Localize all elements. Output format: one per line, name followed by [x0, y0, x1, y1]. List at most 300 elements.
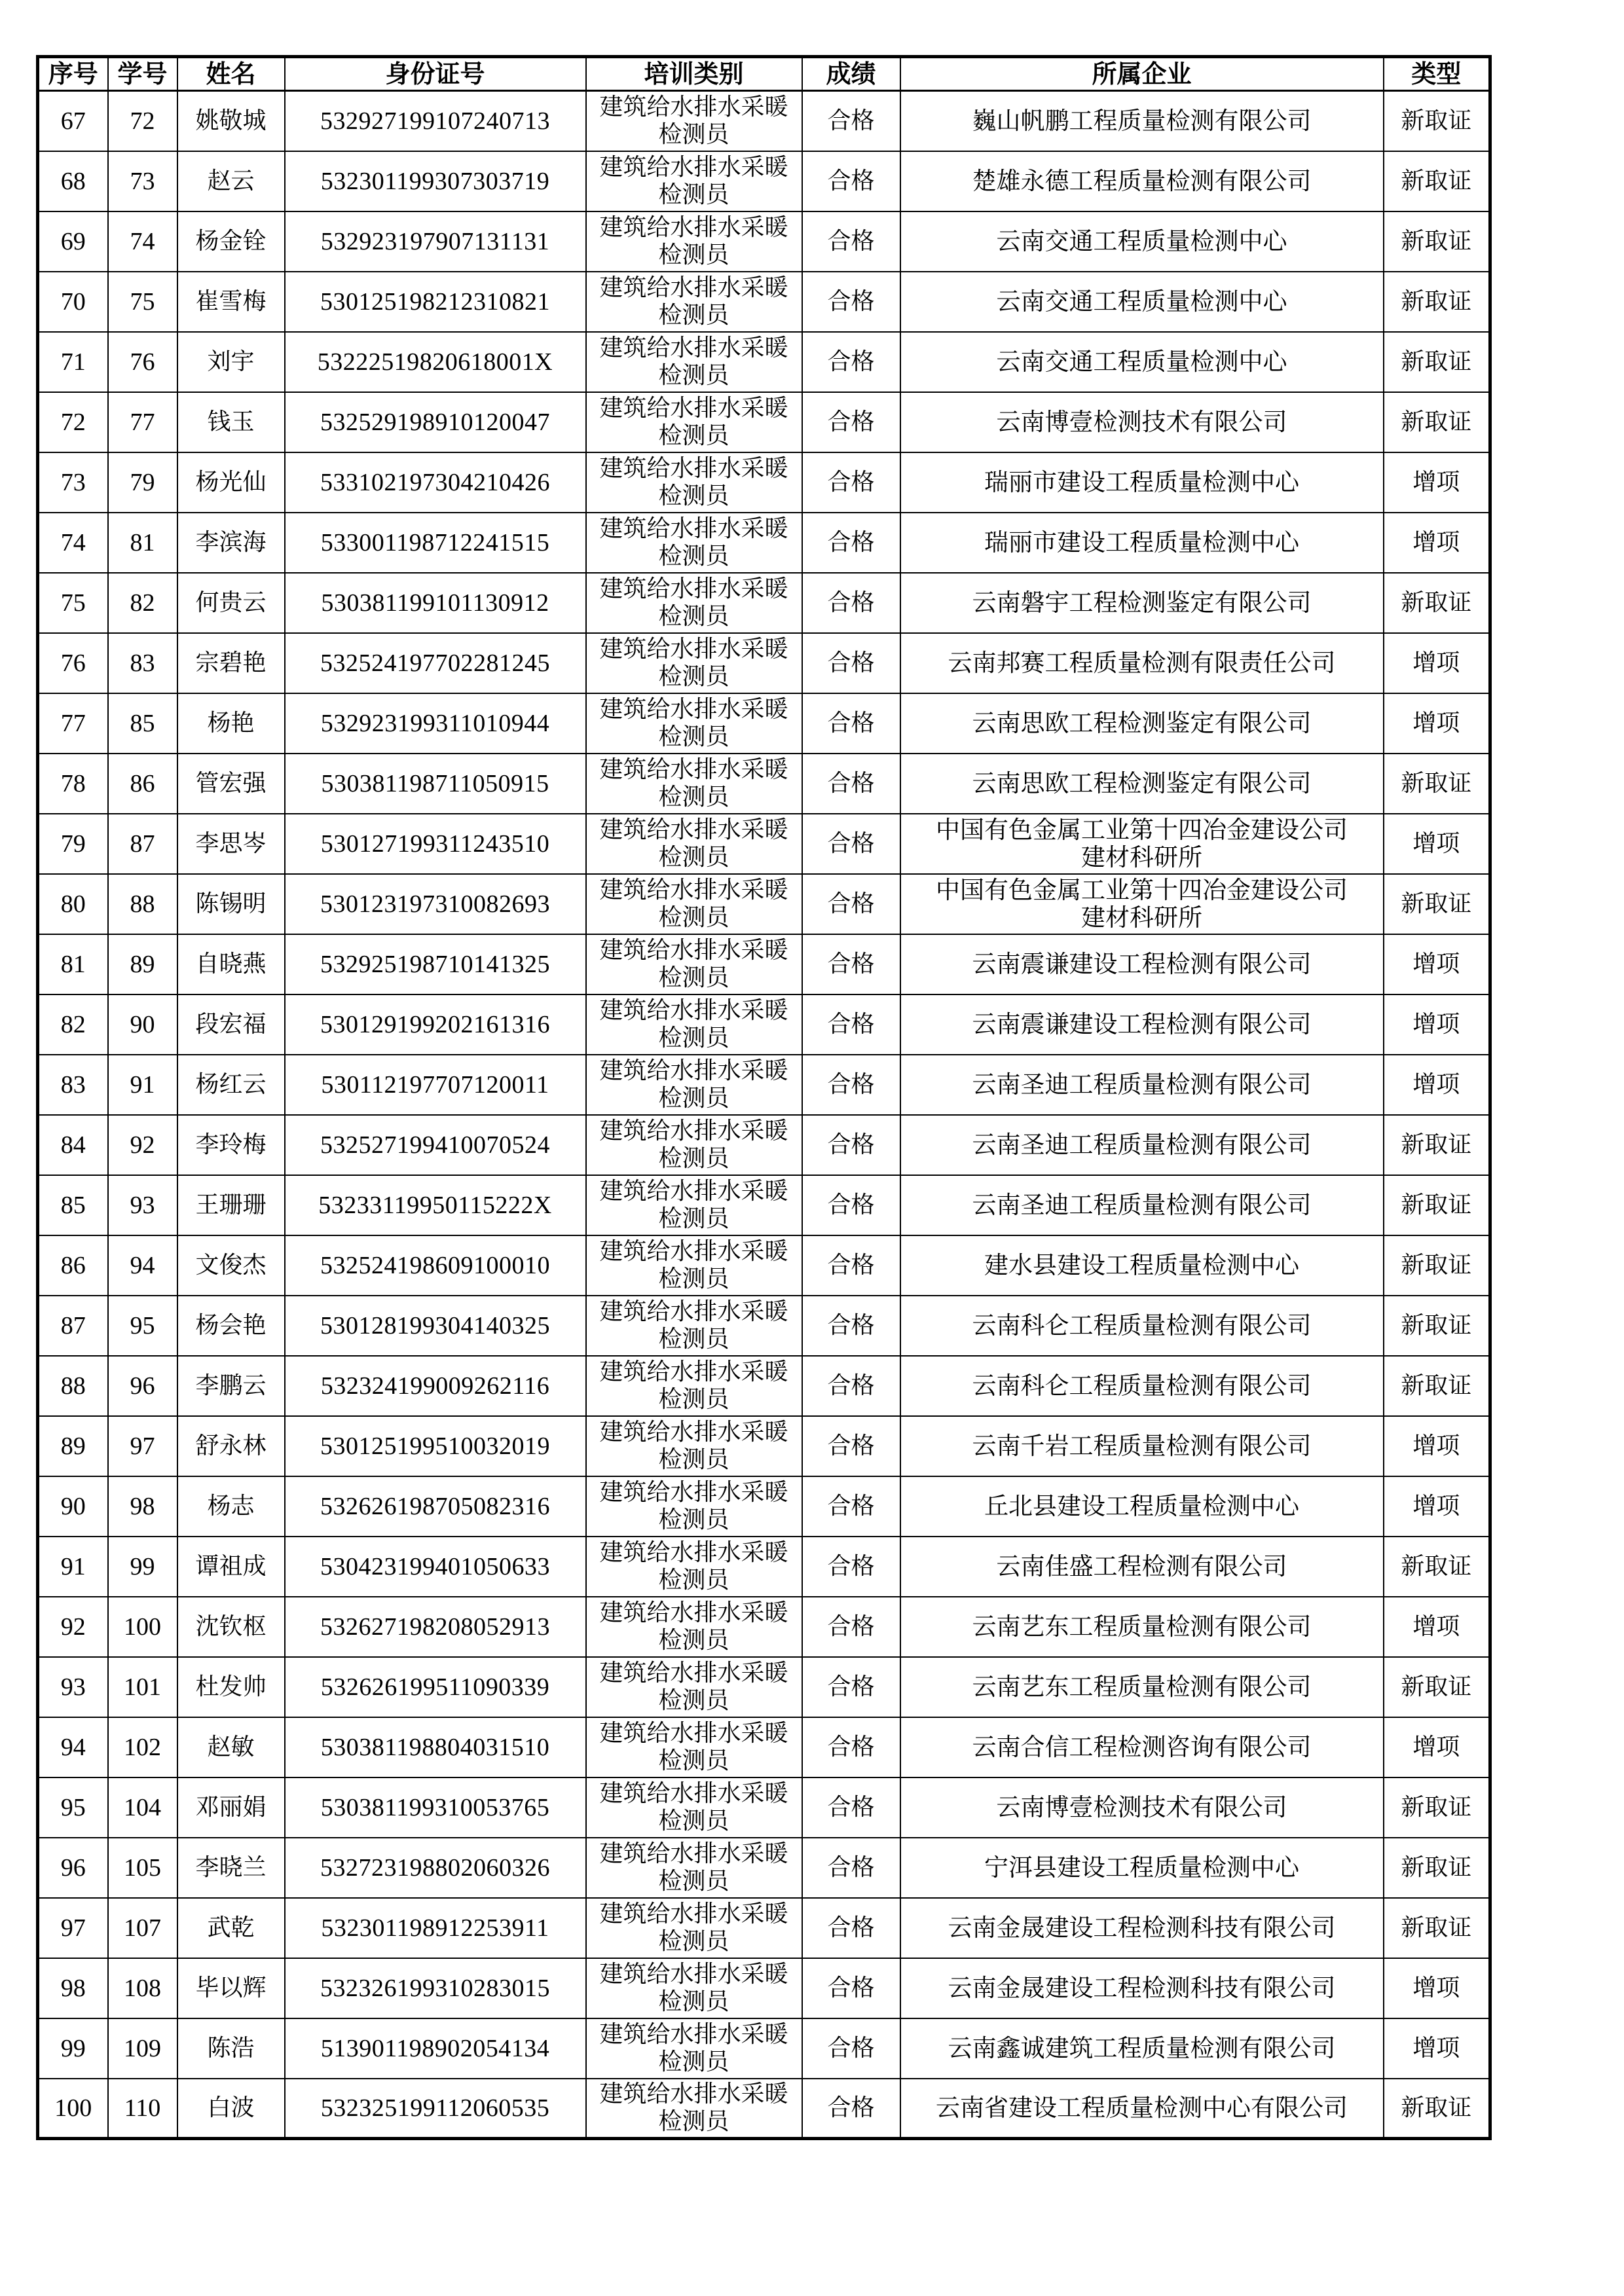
cell-student-no: 101	[108, 1657, 177, 1717]
company-line: 云南邦赛工程质量检测有限责任公司	[948, 648, 1336, 677]
cell-student-no: 88	[108, 874, 177, 934]
table-row	[38, 1235, 1490, 1296]
table-row	[38, 1356, 1490, 1416]
company-line: 巍山帆鹏工程质量检测有限公司	[972, 106, 1312, 135]
table-row	[38, 1898, 1490, 1958]
company-line: 云南博壹检测技术有限公司	[996, 407, 1287, 436]
company-line: 中国有色金属工业第十四冶金建设公司	[936, 875, 1348, 904]
cell-score: 合格	[802, 452, 900, 513]
cell-seq: 77	[38, 693, 108, 754]
table-row	[38, 1537, 1490, 1597]
cell-type: 新取证	[1384, 91, 1490, 151]
cell-student-no: 79	[108, 452, 177, 513]
cell-training-category: 建筑给水排水采暖检测员	[586, 1838, 802, 1898]
cell-type: 增项	[1384, 994, 1490, 1055]
table-row	[38, 1958, 1490, 2018]
cell-name: 宗碧艳	[177, 633, 285, 693]
table-row	[38, 392, 1490, 452]
cell-student-no: 73	[108, 151, 177, 211]
cell-seq: 88	[38, 1356, 108, 1416]
cell-training-category: 建筑给水排水采暖检测员	[586, 1296, 802, 1356]
table-row	[38, 934, 1490, 994]
table-row	[38, 1717, 1490, 1777]
cell-name: 段宏福	[177, 994, 285, 1055]
cell-company	[900, 1597, 1384, 1657]
table-row	[38, 633, 1490, 693]
cell-score: 合格	[802, 1296, 900, 1356]
company-line: 云南科仑工程质量检测有限公司	[972, 1311, 1312, 1339]
company-line: 宁洱县建设工程质量检测中心	[984, 1853, 1299, 1882]
cell-type: 新取证	[1384, 1356, 1490, 1416]
cell-name: 杨光仙	[177, 452, 285, 513]
company-line: 云南千岩工程质量检测有限公司	[972, 1431, 1312, 1460]
cell-id-number: 532529198910120047	[285, 392, 586, 452]
cell-name: 李思岑	[177, 814, 285, 874]
cell-type: 增项	[1384, 1055, 1490, 1115]
cell-name: 沈钦枢	[177, 1597, 285, 1657]
cell-type: 新取证	[1384, 151, 1490, 211]
cell-seq: 98	[38, 1958, 108, 2018]
cell-id-number: 530423199401050633	[285, 1537, 586, 1597]
cell-seq: 100	[38, 2079, 108, 2139]
cell-id-number: 530381199310053765	[285, 1777, 586, 1838]
cell-training-category: 建筑给水排水采暖检测员	[586, 452, 802, 513]
cell-training-category: 建筑给水排水采暖检测员	[586, 2079, 802, 2139]
cell-training-category: 建筑给水排水采暖检测员	[586, 1356, 802, 1416]
cell-company	[900, 874, 1384, 934]
cell-score: 合格	[802, 1838, 900, 1898]
cell-score: 合格	[802, 1476, 900, 1537]
company-line: 丘北县建设工程质量检测中心	[984, 1491, 1299, 1520]
cell-id-number: 53233119950115222X	[285, 1175, 586, 1235]
cell-student-no: 105	[108, 1838, 177, 1898]
cell-training-category: 建筑给水排水采暖检测员	[586, 513, 802, 573]
cell-company	[900, 1838, 1384, 1898]
company-line: 云南交通工程质量检测中心	[996, 227, 1287, 255]
cell-id-number: 532923199311010944	[285, 693, 586, 754]
cell-company	[900, 754, 1384, 814]
cell-type: 增项	[1384, 2018, 1490, 2079]
cell-seq: 91	[38, 1537, 108, 1597]
cell-score: 合格	[802, 272, 900, 332]
cell-id-number: 530112197707120011	[285, 1055, 586, 1115]
cell-score: 合格	[802, 1416, 900, 1476]
cell-student-no: 107	[108, 1898, 177, 1958]
cell-type: 新取证	[1384, 332, 1490, 392]
header-score: 成绩	[802, 57, 900, 91]
cell-seq: 92	[38, 1597, 108, 1657]
cell-training-category: 建筑给水排水采暖检测员	[586, 1537, 802, 1597]
cell-seq: 96	[38, 1838, 108, 1898]
cell-seq: 95	[38, 1777, 108, 1838]
cell-type: 增项	[1384, 934, 1490, 994]
cell-company	[900, 1898, 1384, 1958]
cell-name: 自晓燕	[177, 934, 285, 994]
cell-type: 新取证	[1384, 1235, 1490, 1296]
table-row	[38, 1055, 1490, 1115]
table-row	[38, 1476, 1490, 1537]
cell-id-number: 533001198712241515	[285, 513, 586, 573]
cell-company	[900, 452, 1384, 513]
cell-id-number: 532524197702281245	[285, 633, 586, 693]
company-line: 云南圣迪工程质量检测有限公司	[972, 1130, 1312, 1159]
cell-seq: 71	[38, 332, 108, 392]
cell-training-category: 建筑给水排水采暖检测员	[586, 573, 802, 633]
cell-id-number: 532927199107240713	[285, 91, 586, 151]
cell-training-category: 建筑给水排水采暖检测员	[586, 151, 802, 211]
cell-training-category: 建筑给水排水采暖检测员	[586, 211, 802, 272]
cell-seq: 99	[38, 2018, 108, 2079]
cell-id-number: 532723198802060326	[285, 1838, 586, 1898]
cell-student-no: 90	[108, 994, 177, 1055]
cell-name: 杨艳	[177, 693, 285, 754]
table-row	[38, 1657, 1490, 1717]
company-line: 云南金晟建设工程检测科技有限公司	[948, 1973, 1336, 2002]
cell-id-number: 532527199410070524	[285, 1115, 586, 1175]
cell-type: 增项	[1384, 1416, 1490, 1476]
cell-seq: 70	[38, 272, 108, 332]
cell-id-number: 532626198705082316	[285, 1476, 586, 1537]
cell-type: 新取证	[1384, 573, 1490, 633]
company-line-2: 建材科研所	[1081, 843, 1202, 871]
cell-training-category: 建筑给水排水采暖检测员	[586, 1115, 802, 1175]
cell-score: 合格	[802, 211, 900, 272]
cell-score: 合格	[802, 1898, 900, 1958]
cell-id-number: 530381198711050915	[285, 754, 586, 814]
cell-name: 崔雪梅	[177, 272, 285, 332]
cell-type: 增项	[1384, 693, 1490, 754]
cell-company	[900, 332, 1384, 392]
cell-training-category: 建筑给水排水采暖检测员	[586, 994, 802, 1055]
cell-id-number: 53222519820618001X	[285, 332, 586, 392]
cell-score: 合格	[802, 1717, 900, 1777]
cell-student-no: 89	[108, 934, 177, 994]
cell-id-number: 533102197304210426	[285, 452, 586, 513]
company-line: 云南思欧工程检测鉴定有限公司	[972, 769, 1312, 797]
header-seq: 序号	[38, 57, 108, 91]
table-row	[38, 1838, 1490, 1898]
cell-id-number: 530125199510032019	[285, 1416, 586, 1476]
cell-type: 增项	[1384, 814, 1490, 874]
cell-training-category: 建筑给水排水采暖检测员	[586, 1898, 802, 1958]
cell-company	[900, 994, 1384, 1055]
cell-student-no: 76	[108, 332, 177, 392]
cell-company	[900, 1416, 1384, 1476]
cell-seq: 90	[38, 1476, 108, 1537]
table-row	[38, 2018, 1490, 2079]
cell-student-no: 99	[108, 1537, 177, 1597]
table-row	[38, 1777, 1490, 1838]
company-line: 云南圣迪工程质量检测有限公司	[972, 1070, 1312, 1099]
cell-company	[900, 211, 1384, 272]
cell-student-no: 104	[108, 1777, 177, 1838]
cell-type: 新取证	[1384, 1777, 1490, 1838]
cell-seq: 69	[38, 211, 108, 272]
cell-name: 李鹏云	[177, 1356, 285, 1416]
company-line-2: 建材科研所	[1081, 903, 1202, 932]
cell-name: 文俊杰	[177, 1235, 285, 1296]
cell-name: 赵敏	[177, 1717, 285, 1777]
cell-student-no: 98	[108, 1476, 177, 1537]
cell-company	[900, 1296, 1384, 1356]
cell-score: 合格	[802, 633, 900, 693]
company-line: 云南思欧工程检测鉴定有限公司	[972, 708, 1312, 737]
cell-training-category: 建筑给水排水采暖检测员	[586, 272, 802, 332]
cell-id-number: 532301199307303719	[285, 151, 586, 211]
cell-name: 陈锡明	[177, 874, 285, 934]
cell-seq: 81	[38, 934, 108, 994]
cell-company	[900, 1115, 1384, 1175]
cell-score: 合格	[802, 91, 900, 151]
cell-student-no: 85	[108, 693, 177, 754]
cell-company	[900, 2018, 1384, 2079]
cell-type: 增项	[1384, 1597, 1490, 1657]
cell-score: 合格	[802, 1537, 900, 1597]
cell-type: 新取证	[1384, 2079, 1490, 2139]
table-row	[38, 211, 1490, 272]
cell-name: 何贵云	[177, 573, 285, 633]
header-name: 姓名	[177, 57, 285, 91]
trainee-results-table	[36, 55, 1492, 2140]
cell-student-no: 87	[108, 814, 177, 874]
company-line: 云南艺东工程质量检测有限公司	[972, 1612, 1312, 1641]
cell-company	[900, 1777, 1384, 1838]
table-row	[38, 332, 1490, 392]
cell-type: 增项	[1384, 633, 1490, 693]
cell-student-no: 102	[108, 1717, 177, 1777]
cell-training-category: 建筑给水排水采暖检测员	[586, 91, 802, 151]
cell-type: 新取证	[1384, 211, 1490, 272]
cell-seq: 74	[38, 513, 108, 573]
cell-score: 合格	[802, 1356, 900, 1416]
cell-student-no: 108	[108, 1958, 177, 2018]
cell-student-no: 75	[108, 272, 177, 332]
cell-id-number: 530127199311243510	[285, 814, 586, 874]
cell-company	[900, 1537, 1384, 1597]
cell-id-number: 532626199511090339	[285, 1657, 586, 1717]
cell-training-category: 建筑给水排水采暖检测员	[586, 1416, 802, 1476]
cell-id-number: 532324199009262116	[285, 1356, 586, 1416]
cell-seq: 76	[38, 633, 108, 693]
cell-seq: 87	[38, 1296, 108, 1356]
cell-student-no: 81	[108, 513, 177, 573]
cell-company	[900, 1476, 1384, 1537]
company-line: 瑞丽市建设工程质量检测中心	[984, 528, 1299, 556]
cell-seq: 72	[38, 392, 108, 452]
cell-score: 合格	[802, 693, 900, 754]
cell-type: 新取证	[1384, 1657, 1490, 1717]
company-line: 云南鑫诚建筑工程质量检测有限公司	[948, 2033, 1336, 2062]
table-row	[38, 1296, 1490, 1356]
cell-training-category: 建筑给水排水采暖检测员	[586, 1175, 802, 1235]
cell-seq: 75	[38, 573, 108, 633]
company-line: 云南艺东工程质量检测有限公司	[972, 1672, 1312, 1701]
table-row	[38, 1175, 1490, 1235]
cell-type: 增项	[1384, 1958, 1490, 2018]
cell-score: 合格	[802, 1055, 900, 1115]
header-training-category: 培训类别	[586, 57, 802, 91]
table-row	[38, 1115, 1490, 1175]
cell-id-number: 532627198208052913	[285, 1597, 586, 1657]
cell-type: 新取证	[1384, 874, 1490, 934]
cell-student-no: 72	[108, 91, 177, 151]
table-row	[38, 151, 1490, 211]
cell-type: 新取证	[1384, 1838, 1490, 1898]
cell-id-number: 532326199310283015	[285, 1958, 586, 2018]
cell-name: 杨金铨	[177, 211, 285, 272]
cell-company	[900, 1356, 1384, 1416]
cell-name: 谭祖成	[177, 1537, 285, 1597]
cell-training-category: 建筑给水排水采暖检测员	[586, 392, 802, 452]
cell-seq: 80	[38, 874, 108, 934]
cell-student-no: 109	[108, 2018, 177, 2079]
company-line: 云南合信工程检测咨询有限公司	[972, 1732, 1312, 1761]
cell-training-category: 建筑给水排水采暖检测员	[586, 934, 802, 994]
company-line: 楚雄永德工程质量检测有限公司	[972, 166, 1312, 195]
cell-type: 新取证	[1384, 392, 1490, 452]
cell-company	[900, 1175, 1384, 1235]
cell-company	[900, 814, 1384, 874]
cell-name: 赵云	[177, 151, 285, 211]
cell-score: 合格	[802, 1777, 900, 1838]
cell-name: 杨志	[177, 1476, 285, 1537]
cell-company	[900, 1958, 1384, 2018]
table-row	[38, 1416, 1490, 1476]
cell-student-no: 100	[108, 1597, 177, 1657]
cell-company	[900, 1717, 1384, 1777]
cell-name: 姚敬城	[177, 91, 285, 151]
cell-student-no: 97	[108, 1416, 177, 1476]
cell-student-no: 82	[108, 573, 177, 633]
cell-type: 新取证	[1384, 272, 1490, 332]
cell-name: 杨红云	[177, 1055, 285, 1115]
cell-training-category: 建筑给水排水采暖检测员	[586, 2018, 802, 2079]
cell-score: 合格	[802, 1175, 900, 1235]
cell-student-no: 77	[108, 392, 177, 452]
cell-score: 合格	[802, 1958, 900, 2018]
cell-id-number: 530123197310082693	[285, 874, 586, 934]
cell-seq: 86	[38, 1235, 108, 1296]
cell-student-no: 92	[108, 1115, 177, 1175]
cell-type: 增项	[1384, 1717, 1490, 1777]
cell-training-category: 建筑给水排水采暖检测员	[586, 1657, 802, 1717]
cell-training-category: 建筑给水排水采暖检测员	[586, 1958, 802, 2018]
company-line: 云南博壹检测技术有限公司	[996, 1793, 1287, 1821]
cell-score: 合格	[802, 1657, 900, 1717]
cell-company	[900, 1235, 1384, 1296]
cell-score: 合格	[802, 1597, 900, 1657]
cell-name: 李晓兰	[177, 1838, 285, 1898]
cell-id-number: 532923197907131131	[285, 211, 586, 272]
cell-student-no: 95	[108, 1296, 177, 1356]
cell-score: 合格	[802, 392, 900, 452]
cell-name: 刘宇	[177, 332, 285, 392]
cell-type: 新取证	[1384, 1537, 1490, 1597]
company-line: 云南圣迪工程质量检测有限公司	[972, 1190, 1312, 1219]
company-line: 云南震谦建设工程检测有限公司	[972, 949, 1312, 978]
cell-seq: 68	[38, 151, 108, 211]
cell-type: 新取证	[1384, 1175, 1490, 1235]
cell-score: 合格	[802, 1115, 900, 1175]
table-row	[38, 452, 1490, 513]
cell-type: 增项	[1384, 513, 1490, 573]
cell-training-category: 建筑给水排水采暖检测员	[586, 874, 802, 934]
cell-name: 杜发帅	[177, 1657, 285, 1717]
cell-seq: 83	[38, 1055, 108, 1115]
cell-id-number: 530129199202161316	[285, 994, 586, 1055]
cell-student-no: 93	[108, 1175, 177, 1235]
table-row	[38, 874, 1490, 934]
cell-score: 合格	[802, 513, 900, 573]
cell-name: 李玲梅	[177, 1115, 285, 1175]
table-row	[38, 754, 1490, 814]
cell-seq: 78	[38, 754, 108, 814]
cell-training-category: 建筑给水排水采暖检测员	[586, 1597, 802, 1657]
header-row	[38, 57, 1490, 91]
cell-seq: 79	[38, 814, 108, 874]
cell-score: 合格	[802, 994, 900, 1055]
cell-id-number: 530125198212310821	[285, 272, 586, 332]
header-type: 类型	[1384, 57, 1490, 91]
table-row	[38, 272, 1490, 332]
cell-id-number: 530381198804031510	[285, 1717, 586, 1777]
header-student-no: 学号	[108, 57, 177, 91]
cell-training-category: 建筑给水排水采暖检测员	[586, 1476, 802, 1537]
table-row	[38, 573, 1490, 633]
cell-id-number: 532301198912253911	[285, 1898, 586, 1958]
cell-training-category: 建筑给水排水采暖检测员	[586, 1717, 802, 1777]
cell-seq: 89	[38, 1416, 108, 1476]
cell-training-category: 建筑给水排水采暖检测员	[586, 633, 802, 693]
cell-company	[900, 392, 1384, 452]
cell-student-no: 94	[108, 1235, 177, 1296]
cell-training-category: 建筑给水排水采暖检测员	[586, 1055, 802, 1115]
cell-company	[900, 2079, 1384, 2139]
cell-name: 毕以辉	[177, 1958, 285, 2018]
table-row	[38, 1597, 1490, 1657]
cell-type: 新取证	[1384, 1115, 1490, 1175]
cell-company	[900, 934, 1384, 994]
cell-training-category: 建筑给水排水采暖检测员	[586, 332, 802, 392]
cell-name: 武乾	[177, 1898, 285, 1958]
cell-name: 舒永林	[177, 1416, 285, 1476]
cell-company	[900, 693, 1384, 754]
cell-score: 合格	[802, 151, 900, 211]
company-line: 云南科仑工程质量检测有限公司	[972, 1371, 1312, 1400]
header-id-number: 身份证号	[285, 57, 586, 91]
cell-score: 合格	[802, 874, 900, 934]
cell-training-category: 建筑给水排水采暖检测员	[586, 693, 802, 754]
cell-seq: 93	[38, 1657, 108, 1717]
cell-seq: 85	[38, 1175, 108, 1235]
cell-student-no: 91	[108, 1055, 177, 1115]
cell-seq: 82	[38, 994, 108, 1055]
cell-training-category: 建筑给水排水采暖检测员	[586, 1777, 802, 1838]
cell-id-number: 532925198710141325	[285, 934, 586, 994]
cell-score: 合格	[802, 573, 900, 633]
cell-company	[900, 151, 1384, 211]
cell-seq: 67	[38, 91, 108, 151]
cell-type: 新取证	[1384, 1296, 1490, 1356]
company-line: 云南交通工程质量检测中心	[996, 347, 1287, 376]
cell-type: 新取证	[1384, 1898, 1490, 1958]
cell-score: 合格	[802, 934, 900, 994]
cell-name: 白波	[177, 2079, 285, 2139]
cell-company	[900, 272, 1384, 332]
cell-company	[900, 633, 1384, 693]
company-line: 云南震谦建设工程检测有限公司	[972, 1010, 1312, 1038]
cell-training-category: 建筑给水排水采暖检测员	[586, 1235, 802, 1296]
